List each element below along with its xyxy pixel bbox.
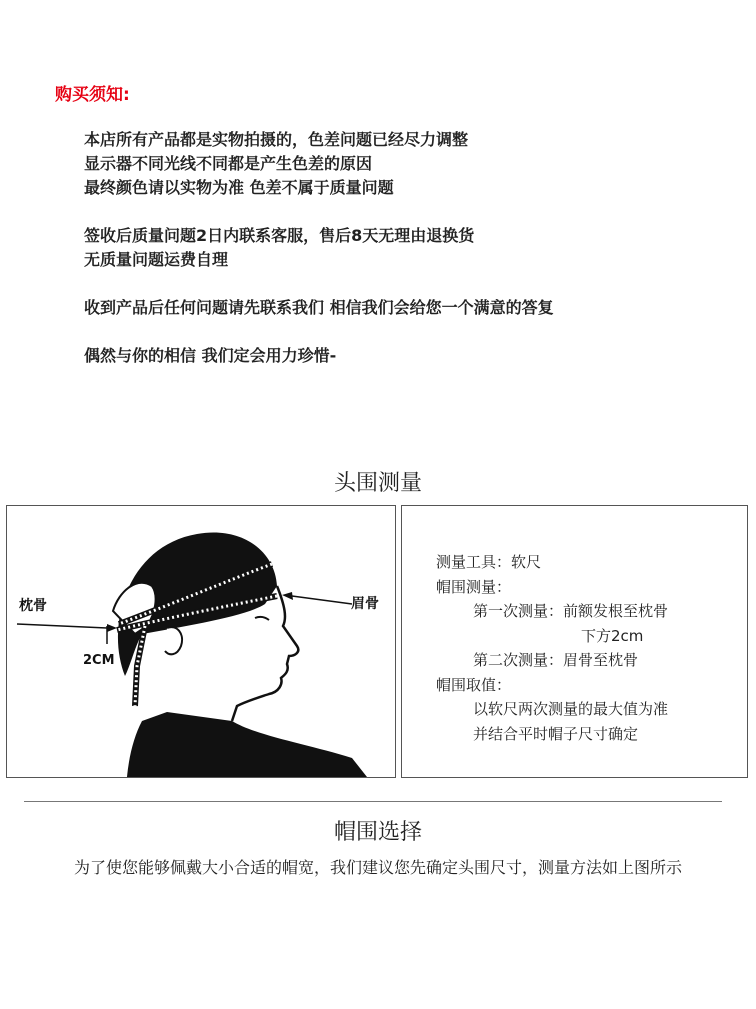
notice-line: 无质量问题运费自理 xyxy=(84,250,229,269)
label-brow: 眉骨 xyxy=(351,596,379,612)
notice-paragraph xyxy=(84,296,744,320)
notice-line: 收到产品后任何问题请先联系我们 相信我们会给您一个满意的答复 xyxy=(84,298,554,317)
notice-body xyxy=(84,128,744,392)
notice-paragraph xyxy=(84,344,744,368)
measure-instruction-list xyxy=(436,550,668,746)
notice-paragraph xyxy=(84,128,744,200)
label-occipital: 枕骨 xyxy=(19,598,47,614)
measure-line: 并结合平时帽子尺寸确定 xyxy=(473,724,639,743)
brow-arrow xyxy=(292,596,352,604)
notice-line: 显示器不同光线不同都是产生色差的原因 xyxy=(84,154,373,173)
label-offset: 2CM xyxy=(83,653,115,668)
notice-paragraph xyxy=(84,224,744,272)
head-measure-title: 头围测量 xyxy=(333,471,422,496)
measure-instructions xyxy=(401,505,748,778)
measure-line: 帽围取值： xyxy=(436,675,512,694)
hat-select-title: 帽围选择 xyxy=(333,820,422,845)
measure-line: 下方2cm xyxy=(581,626,644,645)
neck-shoulders xyxy=(127,712,367,777)
measure-line: 帽围测量： xyxy=(436,577,512,596)
notice-line: 签收后质量问题2日内联系客服，售后8天无理由退换货 xyxy=(84,226,475,245)
eye xyxy=(255,617,269,620)
notice-line: 最终颜色请以实物为准 色差不属于质量问题 xyxy=(84,178,394,197)
head-measure-diagram xyxy=(6,505,396,778)
hat-select-advice: 为了使您能够佩戴大小合适的帽宽，我们建议您先确定头围尺寸，测量方法如上图所示 xyxy=(73,858,682,877)
measure-line: 第一次测量：前额发根至枕骨 xyxy=(473,602,669,620)
occipital-arrow xyxy=(17,624,107,628)
measure-line: 以软尺两次测量的最大值为准 xyxy=(473,700,669,718)
measure-line: 测量工具：软尺 xyxy=(436,553,542,571)
ear xyxy=(165,627,182,654)
notice-title: 购买须知: xyxy=(55,85,130,105)
head-illustration xyxy=(7,506,395,777)
section-divider xyxy=(24,801,722,802)
measure-line: 第二次测量：眉骨至枕骨 xyxy=(473,651,639,669)
notice-line: 本店所有产品都是实物拍摄的，色差问题已经尽力调整 xyxy=(84,130,469,149)
notice-line: 偶然与你的相信 我们定会用力珍惜- xyxy=(84,346,337,365)
